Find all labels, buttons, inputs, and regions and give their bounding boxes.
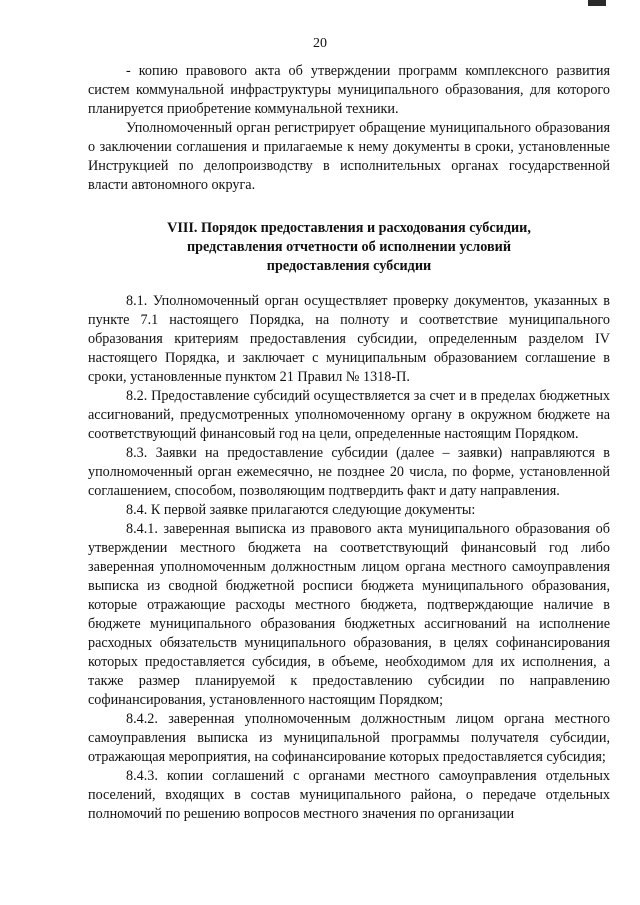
paragraph-8-4-1: 8.4.1. заверенная выписка из правового акта муниципального образования об утверждении местного бюджета на соответствующий финансовый год либо заверенная уполномоченным должностным лицом органа местного самоуправления выписка из сводной бюджетной росписи бюджета муниципального образования, которые отражающие расходы местного бюджета, подтверждающие наличие в бюджете муниципального образования бюджетных ассигнований на исполнение расходных обязательств муниципального образования, в целях софинансирования которых предоставляется субсидия, в объеме, необходимом для их исполнения, а также размер планируемой к предоставлению субсидии по направлению софинансирования, установленного настоящим Порядком; <box>88 521 610 708</box>
page-number: 20 <box>313 36 327 51</box>
paragraph-8-4-2: 8.4.2. заверенная уполномоченным должностным лицом органа местного самоуправления выписка из муниципальной программы получателя субсидии, отражающая мероприятия, на софинансирование которых предоставляется субсидия; <box>88 711 610 765</box>
paragraph: - копию правового акта об утверждении программ комплексного развития систем коммунальной инфраструктуры муниципального образования, для которого планируется приобретение коммунальной техники. <box>88 63 610 117</box>
paragraph-8-4-3: 8.4.3. копии соглашений с органами местного самоуправления отдельных поселений, входящих в состав муниципального района, о передаче отдельных полномочий по решению вопросов местного значения по организации <box>88 768 610 822</box>
section-heading <box>88 219 610 276</box>
paragraph-8-2: 8.2. Предоставление субсидий осуществляется за счет и в пределах бюджетных ассигнований, предусмотренных уполномоченному органу в окружном бюджете на соответствующий финансовый год на цели, определенные настоящим Порядком. <box>88 388 610 442</box>
section-heading-line: представления отчетности об исполнении условий <box>186 239 512 255</box>
document-body <box>88 62 610 824</box>
paragraph-8-1: 8.1. Уполномоченный орган осуществляет проверку документов, указанных в пункте 7.1 настоящего Порядка, на полноту и соответствие муниципального образования критериям предоставления субсидии, определенным разделом IV настоящего Порядка, и заключает с муниципальным образованием соглашение в сроки, установленные пунктом 21 Правил № 1318-П. <box>88 293 610 385</box>
scan-artifact <box>588 0 606 6</box>
section-heading-line: VIII. Порядок предоставления и расходования субсидии, <box>167 220 531 236</box>
paragraph-8-3: 8.3. Заявки на предоставление субсидии (далее – заявки) направляются в уполномоченный орган ежемесячно, не позднее 20 числа, по форме, установленной соглашением, способом, позволяющим подтвердить факт и дату направления. <box>88 445 610 499</box>
paragraph: Уполномоченный орган регистрирует обращение муниципального образования о заключении соглашения и прилагаемые к нему документы в сроки, установленные Инструкцией по делопроизводству в исполнительных органах государственной власти автономного округа. <box>88 120 610 193</box>
section-heading-line: предоставления субсидии <box>266 258 432 274</box>
paragraph-8-4: 8.4. К первой заявке прилагаются следующие документы: <box>126 502 476 518</box>
